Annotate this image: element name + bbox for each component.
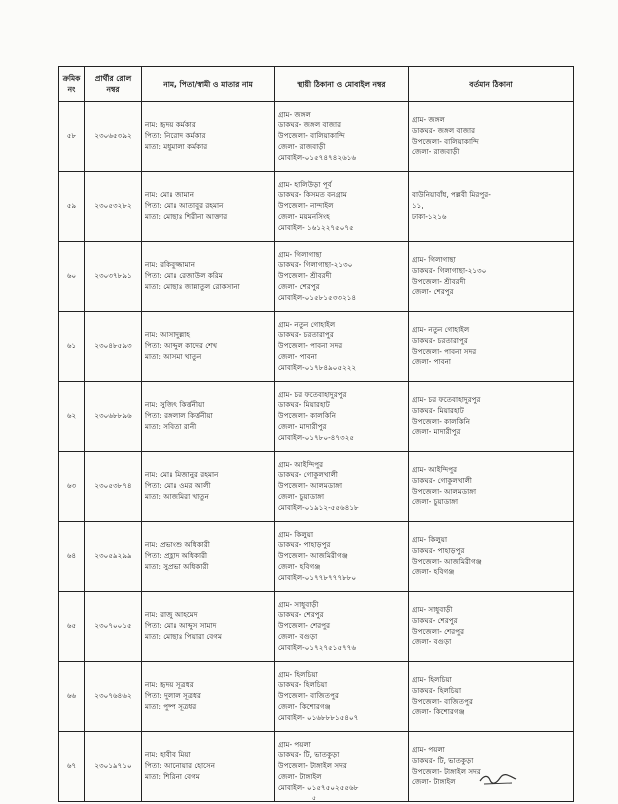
cell-present-address <box>409 592 574 662</box>
cell-present-address-line: ঢাকা-১২১৬ <box>412 211 447 221</box>
cell-name <box>142 592 275 662</box>
table-row <box>59 312 574 382</box>
cell-name-line: মাতা: শিরিনা বেগম <box>145 771 200 781</box>
cell-permanent-address-line: মোবাইল-০১৯১২-৫৫৬৪১৮ <box>278 502 359 512</box>
table-row <box>59 592 574 662</box>
cell-present-address-line: গ্রাম- আইন্দিপুর <box>412 464 458 474</box>
cell-permanent-address <box>275 522 409 592</box>
cell-permanent-address-line: উপজেলা- কালকিনি <box>278 411 337 421</box>
cell-roll: ২৩০৬৮৮৯৬ <box>85 382 142 452</box>
cell-name-line: নাম: রকিবুজ্জামান <box>145 260 196 270</box>
cell-permanent-address <box>275 732 409 802</box>
cell-permanent-address-line: গ্রাম- গিলাগাছা <box>278 249 322 259</box>
cell-permanent-address-line: মোবাইল-০১৭৭৮৭৭৭৮৮০ <box>278 572 357 582</box>
cell-present-address-line: জেলা- চুয়াডাঙ্গা <box>412 497 459 507</box>
cell-name-line: পিতা: নিরোদ কর্মকার <box>145 131 206 141</box>
cell-permanent-address-line: জেলা- রাজবাড়ী <box>278 141 326 151</box>
cell-permanent-address <box>275 242 409 312</box>
cell-name-line: পিতা: মোঃ আব্দুস সামাদ <box>145 621 217 631</box>
cell-permanent-address <box>275 662 409 732</box>
cell-permanent-address-line: মোবাইল- ১৬১২২৭৫০৭৫ <box>278 222 354 232</box>
cell-present-address-line: ডাকঘর- মিয়ারহাট <box>412 405 464 415</box>
cell-present-address-line: ডাকঘর- পাহাড়পুর <box>412 545 465 555</box>
cell-permanent-address <box>275 452 409 522</box>
cell-present-address <box>409 732 574 802</box>
candidate-table <box>58 66 574 802</box>
cell-name-line: নাম: প্রভাংশু অধিকারী <box>145 540 210 550</box>
cell-present-address-line: ডাকঘর- জঙ্গল বাজার <box>412 125 476 135</box>
cell-present-address-line: ডাকঘর- শেরপুর <box>412 615 458 625</box>
table-row <box>59 242 574 312</box>
table-row <box>59 662 574 732</box>
cell-serial: ৬৪ <box>59 522 85 592</box>
cell-permanent-address-line: জেলা- ময়মনসিংহ <box>278 211 330 221</box>
cell-present-address-line: উপজেলা- আজমিরীগঞ্জ <box>412 556 482 566</box>
cell-present-address <box>409 662 574 732</box>
cell-roll: ২৩০৫৯২৯৯ <box>85 522 142 592</box>
cell-name-line: নাম: হৃদয় কর্মকার <box>145 120 196 130</box>
cell-permanent-address-line: মোবাইল-০১৭২৭৫১৫৭৭৬ <box>278 642 357 652</box>
cell-name-line: মাতা: সুপ্রভা অধিকারী <box>145 561 209 571</box>
cell-permanent-address-line: গ্রাম- পয়লা <box>278 739 311 749</box>
cell-present-address-line: জেলা- কিশোরগঞ্জ <box>412 707 465 717</box>
table-body <box>59 102 574 802</box>
cell-serial: ৬৭ <box>59 732 85 802</box>
cell-name <box>142 732 275 802</box>
cell-name-line: মাতা: মধুমালা কর্মকার <box>145 141 208 151</box>
cell-present-address-line: জেলা- টাঙ্গাইল <box>412 777 456 787</box>
cell-name-line: মাতা: আজমিরা খাতুন <box>145 491 209 501</box>
table-row <box>59 172 574 242</box>
cell-present-address-line: উপজেলা- বাজিতপুর <box>412 696 473 706</box>
cell-roll: ২৩০৩৭৮৯১ <box>85 242 142 312</box>
table-row <box>59 732 574 802</box>
cell-permanent-address-line: জেলা- টাঙ্গাইল <box>278 771 322 781</box>
cell-name <box>142 242 275 312</box>
cell-name <box>142 312 275 382</box>
cell-permanent-address-line: জেলা- বগুড়া <box>278 631 318 641</box>
cell-present-address-line: ১১, <box>412 201 424 211</box>
header-name: নাম, পিতা/স্বামী ও মাতার নাম <box>142 67 275 102</box>
cell-present-address-line: ডাকঘর- হিলচিয়া <box>412 685 462 695</box>
table-header-row <box>59 67 574 102</box>
cell-permanent-address-line: উপজেলা- শেরপুর <box>278 621 331 631</box>
cell-name <box>142 102 275 172</box>
page-number: ৫ <box>312 795 316 802</box>
cell-name-line: পিতা: প্রহ্লাদ অধিকারী <box>145 551 208 561</box>
cell-permanent-address-line: গ্রাম- হালিউড়া পূর্ব <box>278 179 332 189</box>
cell-present-address <box>409 382 574 452</box>
cell-permanent-address-line: ডাকঘর- চরতারাপুর <box>278 330 334 340</box>
cell-serial: ৬১ <box>59 312 85 382</box>
cell-permanent-address <box>275 382 409 452</box>
cell-roll: ২৩০৫৩২৮২ <box>85 172 142 242</box>
cell-name <box>142 382 275 452</box>
cell-present-address-line: জেলা- বগুড়া <box>412 637 452 647</box>
cell-name-line: মাতা: আসমা খাতুন <box>145 351 202 361</box>
cell-present-address-line: ডাকঘর- চরতারাপুর <box>412 335 468 345</box>
cell-permanent-address-line: জেলা- কিশোরগঞ্জ <box>278 701 331 711</box>
cell-permanent-address-line: মোবাইল-০১৭৮০-৪৭৩২৫ <box>278 432 355 442</box>
cell-roll: ২৩০৭৬৪৬২ <box>85 662 142 732</box>
cell-present-address-line: উপজেলা- কালকিনি <box>412 416 471 426</box>
cell-name-line: নাম: আসাদুল্লাহ <box>145 330 191 340</box>
cell-permanent-address-line: ডাকঘর- শেরপুর <box>278 610 324 620</box>
cell-present-address-line: উপজেলা- শ্রীবরদী <box>412 276 466 286</box>
cell-serial: ৬৫ <box>59 592 85 662</box>
cell-present-address-line: জেলা- রাজবাড়ী <box>412 147 460 157</box>
cell-permanent-address-line: ডাকঘর- জঙ্গল বাজার <box>278 120 342 130</box>
table-row <box>59 102 574 172</box>
cell-permanent-address-line: ডাকঘর- টি, ভাতকুড়া <box>278 750 340 760</box>
cell-roll: ২৩০৫৩৮৭৪ <box>85 452 142 522</box>
cell-permanent-address-line: ডাকঘর- মিয়ারহাট <box>278 400 330 410</box>
cell-name-line: নাম: রাজু আহমেদ <box>145 610 198 620</box>
cell-name-line: পিতা: আনোয়ার হোসেন <box>145 761 216 771</box>
cell-permanent-address-line: উপজেলা- আলমডাঙ্গা <box>278 481 343 491</box>
cell-permanent-address-line: উপজেলা- পাবনা সদর <box>278 341 343 351</box>
cell-present-address-line: ডাকঘর- গোকুলখালী <box>412 475 472 485</box>
cell-present-address-line: উপজেলা- টাঙ্গাইল সদর <box>412 766 481 776</box>
table-row <box>59 382 574 452</box>
cell-name-line: পিতা: মোঃ ওমর আলী <box>145 481 211 491</box>
cell-present-address-line: গ্রাম- জঙ্গল <box>412 114 445 124</box>
header-present-address: বর্তমান ঠিকানা <box>409 67 574 102</box>
cell-permanent-address-line: গ্রাম- হিলচিয়া <box>278 669 318 679</box>
cell-permanent-address-line: জেলা- শেরপুর <box>278 281 320 291</box>
cell-present-address-line: জেলা- মাদারীপুর <box>412 427 461 437</box>
cell-permanent-address-line: জেলা- চুয়াডাঙ্গা <box>278 491 325 501</box>
cell-serial: ৫৯ <box>59 172 85 242</box>
cell-present-address <box>409 312 574 382</box>
cell-permanent-address-line: গ্রাম- আইন্দিপুর <box>278 459 324 469</box>
cell-present-address-line: গ্রাম- সাধুবাড়ী <box>412 604 453 614</box>
cell-permanent-address <box>275 312 409 382</box>
cell-name-line: নাম: হাবীব মিয়া <box>145 750 191 760</box>
cell-serial: ৬২ <box>59 382 85 452</box>
cell-serial: ৬৬ <box>59 662 85 732</box>
cell-permanent-address-line: উপজেলা- শ্রীবরদী <box>278 271 332 281</box>
cell-present-address <box>409 102 574 172</box>
cell-permanent-address-line: উপজেলা- টাঙ্গাইল সদর <box>278 761 347 771</box>
header-permanent-address: স্থায়ী ঠিকানা ও মোবাইল নম্বর <box>275 67 409 102</box>
table-row <box>59 522 574 592</box>
cell-name-line: মাতা: মোছাঃ পিয়ারা বেগম <box>145 631 223 641</box>
cell-permanent-address-line: উপজেলা- আজমিরীগঞ্জ <box>278 551 348 561</box>
cell-name-line: পিতা: আব্দুল কাদের শেখ <box>145 341 218 351</box>
cell-name-line: নাম: মোঃ জামান <box>145 190 195 200</box>
cell-name <box>142 172 275 242</box>
cell-name-line: মাতা: মোছাঃ জান্নাতুল রোকসানা <box>145 281 240 291</box>
cell-permanent-address-line: গ্রাম- নতুন গোহাইল <box>278 319 336 329</box>
cell-present-address-line: জেলা- হবিগঞ্জ <box>412 567 455 577</box>
cell-serial: ৬০ <box>59 242 85 312</box>
cell-permanent-address-line: মোবাইল- ০১৫৭৫০২৫৫৬৮ <box>278 782 359 792</box>
cell-name <box>142 522 275 592</box>
cell-present-address <box>409 522 574 592</box>
cell-permanent-address <box>275 592 409 662</box>
cell-present-address-line: গ্রাম- কিলুয়া <box>412 534 448 544</box>
cell-present-address <box>409 452 574 522</box>
cell-permanent-address-line: জেলা- হবিগঞ্জ <box>278 561 321 571</box>
cell-permanent-address-line: মোবাইল- ০১৬৮৮৮১৫৪০৭ <box>278 712 359 722</box>
cell-name-line: মাতা: মোছাঃ শিরীনা আক্তার <box>145 211 228 221</box>
cell-permanent-address-line: গ্রাম- সাধুবাড়ী <box>278 599 319 609</box>
cell-permanent-address <box>275 172 409 242</box>
cell-permanent-address-line: মোবাইল-০১৫৮১৫৩৩২১৪ <box>278 292 357 302</box>
cell-permanent-address-line: জেলা- পাবনা <box>278 351 318 361</box>
cell-present-address <box>409 172 574 242</box>
cell-present-address-line: গ্রাম- চর ফতেবাহাদুরপুর <box>412 394 481 404</box>
cell-present-address-line: উপজেলা- আলমডাঙ্গা <box>412 486 477 496</box>
cell-permanent-address-line: ডাকঘর- কিসমত বনগ্রাম <box>278 190 347 200</box>
cell-present-address-line: বাউনিয়াবাঁধ, পল্লবী মিরপুর- <box>412 190 491 200</box>
header-serial: ক্রমিক নং <box>59 67 85 102</box>
cell-present-address-line: গ্রাম- নতুন গোহাইল <box>412 324 470 334</box>
cell-permanent-address-line: গ্রাম- জঙ্গল <box>278 109 311 119</box>
cell-permanent-address-line: গ্রাম- চর ফতেবাহাদুরপুর <box>278 389 347 399</box>
cell-name <box>142 662 275 732</box>
cell-roll: ২৩০৪৮৫৯৩ <box>85 312 142 382</box>
cell-present-address-line: জেলা- পাবনা <box>412 357 452 367</box>
cell-present-address-line: উপজেলা- বালিয়াকান্দি <box>412 136 479 146</box>
cell-permanent-address-line: উপজেলা- নান্দাইল <box>278 201 334 211</box>
cell-name-line: নাম: সুজিৎ কির্ত্তনীয়া <box>145 400 205 410</box>
cell-present-address-line: ডাকঘর- গিলাগাছা-২১৩০ <box>412 265 487 275</box>
cell-permanent-address-line: মোবাইল-০১৫৭৪৭৪২৬১৬ <box>278 152 357 162</box>
cell-present-address-line: গ্রাম- পয়লা <box>412 744 445 754</box>
cell-permanent-address-line: ডাকঘর- গোকুলখালী <box>278 470 338 480</box>
cell-roll: ২৩০৭০০১৫ <box>85 592 142 662</box>
cell-permanent-address-line: ডাকঘর- পাহাড়পুর <box>278 540 331 550</box>
cell-present-address-line: জেলা- শেরপুর <box>412 287 454 297</box>
cell-permanent-address-line: ডাকঘর- গিলাগাছা-২১৩০ <box>278 260 353 270</box>
cell-serial: ৫৮ <box>59 102 85 172</box>
cell-name-line: পিতা: রঙ্গলাল কির্ত্তনীয়া <box>145 411 213 421</box>
cell-permanent-address-line: জেলা- মাদারীপুর <box>278 421 327 431</box>
header-roll: প্রার্থীর রোল নম্বর <box>85 67 142 102</box>
cell-name-line: নাম: মোঃ মিজানুর রহমান <box>145 470 219 480</box>
cell-name <box>142 452 275 522</box>
signature-icon <box>478 771 518 787</box>
cell-present-address-line: উপজেলা- পাবনা সদর <box>412 346 477 356</box>
cell-name-line: পিতা: দুলাল সূত্রধর <box>145 691 201 701</box>
cell-name-line: নাম: হৃদয় সূত্রধর <box>145 680 194 690</box>
cell-serial: ৬৩ <box>59 452 85 522</box>
cell-permanent-address-line: উপজেলা- বালিয়াকান্দি <box>278 131 345 141</box>
cell-name-line: পিতা: মোঃ রেজাউল করিম <box>145 271 223 281</box>
table-row <box>59 452 574 522</box>
cell-permanent-address-line: ডাকঘর- হিলচিয়া <box>278 680 328 690</box>
cell-permanent-address-line: মোবাইল-০১৭৮৪৯০৫২২২ <box>278 362 357 372</box>
cell-roll: ২৩০১৯৭১০ <box>85 732 142 802</box>
cell-present-address-line: গ্রাম- গিলাগাছা <box>412 254 456 264</box>
cell-present-address <box>409 242 574 312</box>
cell-present-address-line: গ্রাম- হিলচিয়া <box>412 674 452 684</box>
cell-permanent-address-line: গ্রাম- কিলুয়া <box>278 529 314 539</box>
cell-name-line: মাতা: পুষ্প সূত্রধর <box>145 701 197 711</box>
cell-name-line: মাতা: সবিতা রানী <box>145 421 197 431</box>
cell-permanent-address-line: উপজেলা- বাজিতপুর <box>278 691 339 701</box>
cell-permanent-address <box>275 102 409 172</box>
cell-present-address-line: উপজেলা- শেরপুর <box>412 626 465 636</box>
cell-roll: ২৩০৬৫৩৯২ <box>85 102 142 172</box>
cell-present-address-line: ডাকঘর- টি, ভাতকুড়া <box>412 755 474 765</box>
cell-name-line: পিতা: মোঃ আতাবুর রহমান <box>145 201 224 211</box>
